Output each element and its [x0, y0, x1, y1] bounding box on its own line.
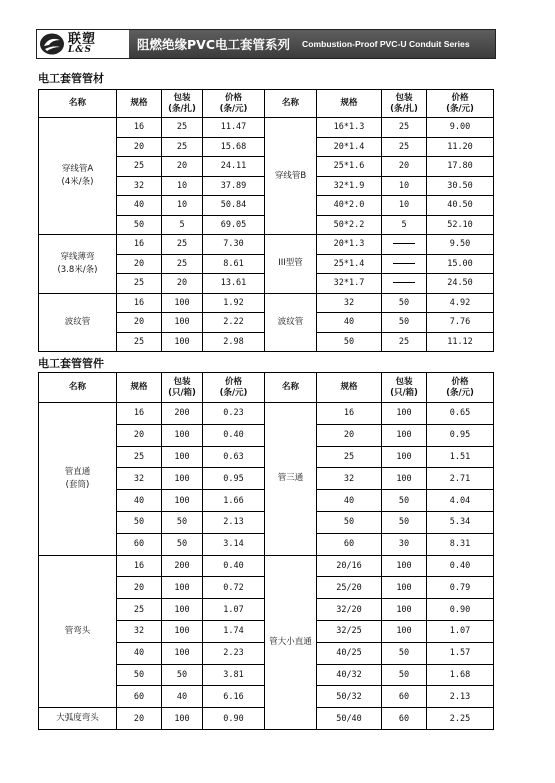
header-row	[39, 373, 494, 403]
product-name: 管三通	[277, 473, 304, 484]
column-header-label: 包装	[173, 92, 191, 103]
product-name: 穿线管A	[61, 164, 94, 174]
left-product-name	[39, 555, 117, 708]
price-cell: 24.50	[427, 274, 494, 294]
price-cell: 1.68	[427, 664, 494, 686]
pack-cell: 50	[382, 511, 427, 533]
pack-cell: 100	[162, 620, 203, 642]
pack-cell: 5	[382, 215, 427, 235]
price-cell: 6.16	[203, 686, 265, 708]
pack-cell: 50	[162, 511, 203, 533]
column-header-label: 名称	[68, 98, 86, 108]
spec-cell: 50*2.2	[317, 215, 382, 235]
pack-cell: 100	[382, 555, 427, 577]
price-cell: 0.95	[427, 424, 494, 446]
spec-cell: 25	[317, 446, 382, 468]
pack-cell: 20	[162, 157, 203, 177]
price-cell: 37.89	[203, 176, 265, 196]
price-cell: 7.76	[427, 313, 494, 333]
price-cell: 11.20	[427, 137, 494, 157]
pack-cell: 25	[162, 137, 203, 157]
price-cell: 69.05	[203, 215, 265, 235]
price-cell: 7.30	[203, 235, 265, 255]
price-cell: 1.51	[427, 446, 494, 468]
table-row	[39, 403, 494, 425]
spec-cell: 40/32	[317, 664, 382, 686]
price-cell: 0.90	[427, 599, 494, 621]
spec-cell: 16	[117, 293, 162, 313]
product-name: 管大小直通	[269, 636, 312, 647]
pack-cell: 100	[162, 577, 203, 599]
column-header-name	[265, 90, 317, 118]
pack-cell: 20	[162, 274, 203, 294]
column-header-unit: (条/元)	[219, 387, 248, 398]
price-cell: 0.40	[203, 555, 265, 577]
spec-cell: 60	[117, 686, 162, 708]
column-header-label: 价格	[451, 376, 469, 387]
pack-cell: 100	[382, 424, 427, 446]
spec-cell: 16	[117, 403, 162, 425]
spec-cell: 50	[117, 511, 162, 533]
column-header-price	[203, 373, 265, 403]
brand-name-en: L&S	[68, 45, 92, 55]
price-cell: 40.50	[427, 196, 494, 216]
right-product-name	[265, 403, 317, 556]
pack-cell: 25	[162, 118, 203, 138]
right-product-name	[265, 235, 317, 294]
fittings-table	[38, 372, 494, 730]
product-name: III型管	[278, 258, 303, 269]
price-cell: 1.92	[203, 293, 265, 313]
pack-cell: 100	[162, 708, 203, 730]
pack-cell: 100	[162, 468, 203, 490]
pack-cell: 100	[162, 332, 203, 352]
spec-cell: 20	[117, 424, 162, 446]
spec-cell: 20	[117, 708, 162, 730]
price-cell: 2.71	[427, 468, 494, 490]
pack-cell: 25	[162, 254, 203, 274]
pack-cell: 100	[382, 446, 427, 468]
column-header-label: 规格	[130, 98, 148, 108]
not-applicable-dash	[393, 243, 415, 244]
column-header-unit: (条/元)	[446, 103, 474, 114]
spec-cell: 32*1.9	[317, 176, 382, 196]
column-header-unit: (条/扎)	[168, 103, 196, 114]
brand-name-cn: 联塑	[68, 32, 97, 47]
pack-cell	[382, 235, 427, 255]
spec-cell: 20*1.3	[317, 235, 382, 255]
price-cell: 1.07	[203, 599, 265, 621]
spec-cell: 25	[117, 446, 162, 468]
pack-cell: 50	[382, 293, 427, 313]
spec-cell: 20	[117, 577, 162, 599]
column-header-spec	[317, 373, 382, 403]
spec-cell: 20	[117, 137, 162, 157]
spec-cell: 40	[117, 490, 162, 512]
column-header-unit: (只/箱)	[390, 387, 418, 398]
price-cell: 3.81	[203, 664, 265, 686]
price-cell: 11.47	[203, 118, 265, 138]
price-cell: 0.79	[427, 577, 494, 599]
pack-cell: 50	[162, 664, 203, 686]
price-cell: 52.10	[427, 215, 494, 235]
column-header-label: 规格	[340, 98, 358, 108]
column-header-pack	[162, 90, 203, 118]
pipes-table	[38, 89, 494, 352]
price-cell: 2.23	[203, 642, 265, 664]
spec-cell: 16*1.3	[317, 118, 382, 138]
table-row	[39, 235, 494, 255]
spec-cell: 32	[317, 468, 382, 490]
column-header-name	[39, 373, 117, 403]
pack-cell: 200	[162, 403, 203, 425]
price-cell: 0.40	[427, 555, 494, 577]
spec-cell: 20	[117, 254, 162, 274]
spec-cell: 20	[317, 424, 382, 446]
column-header-label: 价格	[224, 92, 242, 103]
price-cell: 5.34	[427, 511, 494, 533]
header-row	[39, 90, 494, 118]
price-cell: 9.50	[427, 235, 494, 255]
table-row	[39, 293, 494, 313]
pack-cell: 50	[382, 313, 427, 333]
pack-cell: 60	[382, 686, 427, 708]
spec-cell: 60	[317, 533, 382, 555]
price-cell: 11.12	[427, 332, 494, 352]
product-name: 波纹管	[277, 316, 304, 327]
price-cell: 1.74	[203, 620, 265, 642]
spec-cell: 50/32	[317, 686, 382, 708]
pack-cell: 100	[162, 490, 203, 512]
pack-cell: 100	[162, 424, 203, 446]
spec-cell: 50/40	[317, 708, 382, 730]
spec-cell: 16	[117, 118, 162, 138]
price-cell: 0.95	[203, 468, 265, 490]
column-header-label: 名称	[68, 382, 86, 392]
product-length: (套筒)	[65, 479, 90, 490]
price-cell: 9.00	[427, 118, 494, 138]
pack-cell: 50	[382, 490, 427, 512]
column-header-label: 包装	[173, 376, 191, 387]
spec-cell: 20/16	[317, 555, 382, 577]
price-cell: 0.63	[203, 446, 265, 468]
pack-cell: 100	[162, 599, 203, 621]
pack-cell: 100	[382, 620, 427, 642]
product-length: (3.8米/条)	[57, 264, 98, 275]
pack-cell: 200	[162, 555, 203, 577]
spec-cell: 25	[117, 157, 162, 177]
price-cell: 1.66	[203, 490, 265, 512]
table-row	[39, 555, 494, 577]
pack-cell: 25	[382, 118, 427, 138]
pack-cell: 50	[382, 664, 427, 686]
price-cell: 50.84	[203, 196, 265, 216]
pack-cell: 5	[162, 215, 203, 235]
title-band	[129, 30, 495, 58]
column-header-label: 包装	[395, 92, 413, 103]
pack-cell: 100	[382, 468, 427, 490]
price-cell: 4.04	[427, 490, 494, 512]
spec-cell: 25	[117, 599, 162, 621]
pack-cell	[382, 274, 427, 294]
price-cell: 15.00	[427, 254, 494, 274]
product-name: 穿线薄弯	[60, 251, 95, 262]
price-cell: 2.22	[203, 313, 265, 333]
price-cell: 0.90	[203, 708, 265, 730]
pack-cell	[382, 254, 427, 274]
pack-cell: 100	[382, 403, 427, 425]
left-product-name: 大弧度弯头	[39, 708, 117, 730]
spec-cell: 32	[117, 468, 162, 490]
spec-cell: 25*1.6	[317, 157, 382, 177]
price-cell: 2.98	[203, 332, 265, 352]
spec-cell: 40	[317, 490, 382, 512]
pack-cell: 25	[162, 235, 203, 255]
pack-cell: 50	[162, 533, 203, 555]
section-title-fittings: 电工套管管件	[38, 357, 104, 370]
column-header-name	[265, 373, 317, 403]
column-header-spec	[117, 373, 162, 403]
column-header-price	[427, 373, 494, 403]
price-cell: 3.14	[203, 533, 265, 555]
right-product-name	[265, 293, 317, 352]
product-length: (4米/条)	[61, 177, 94, 187]
pack-cell: 20	[382, 157, 427, 177]
pack-cell: 100	[162, 293, 203, 313]
price-cell: 13.61	[203, 274, 265, 294]
pack-cell: 100	[162, 313, 203, 333]
column-header-label: 规格	[130, 382, 148, 392]
pack-cell: 10	[162, 196, 203, 216]
column-header-price	[427, 90, 494, 118]
spec-cell: 16	[117, 555, 162, 577]
spec-cell: 60	[117, 533, 162, 555]
pack-cell: 100	[162, 446, 203, 468]
pack-cell: 60	[382, 708, 427, 730]
column-header-pack	[382, 90, 427, 118]
column-header-pack	[162, 373, 203, 403]
column-header-unit: (条/扎)	[390, 103, 418, 114]
price-cell: 4.92	[427, 293, 494, 313]
spec-cell: 32	[117, 620, 162, 642]
spec-cell: 32/20	[317, 599, 382, 621]
page-title-en: Combustion-Proof PVC-U Conduit Series	[302, 39, 470, 49]
table-row	[39, 118, 494, 138]
price-cell: 2.13	[203, 511, 265, 533]
column-header-unit: (条/元)	[446, 387, 474, 398]
spec-cell: 20	[117, 313, 162, 333]
spec-cell: 16	[317, 403, 382, 425]
spec-cell: 20*1.4	[317, 137, 382, 157]
price-cell: 8.31	[427, 533, 494, 555]
brand-emblem-icon	[39, 32, 65, 56]
spec-cell: 32/25	[317, 620, 382, 642]
price-cell: 0.72	[203, 577, 265, 599]
column-header-spec	[117, 90, 162, 118]
column-header-label: 包装	[395, 376, 413, 387]
pack-cell: 10	[382, 196, 427, 216]
price-cell: 0.65	[427, 403, 494, 425]
spec-cell: 32*1.7	[317, 274, 382, 294]
pack-cell: 100	[382, 599, 427, 621]
pack-cell: 25	[382, 137, 427, 157]
price-cell: 1.57	[427, 642, 494, 664]
price-cell: 1.07	[427, 620, 494, 642]
column-header-spec	[317, 90, 382, 118]
product-name: 管直通	[64, 466, 91, 477]
spec-cell: 32	[317, 293, 382, 313]
column-header-label: 名称	[281, 98, 299, 108]
spec-cell: 40	[117, 196, 162, 216]
product-name: 管弯头	[64, 625, 91, 636]
not-applicable-dash	[393, 263, 415, 264]
price-cell: 2.13	[427, 686, 494, 708]
spec-cell: 40/25	[317, 642, 382, 664]
column-header-label: 规格	[340, 382, 358, 392]
spec-cell: 50	[317, 332, 382, 352]
spec-cell: 25/20	[317, 577, 382, 599]
column-header-label: 价格	[224, 376, 242, 387]
price-cell: 17.80	[427, 157, 494, 177]
price-cell: 0.23	[203, 403, 265, 425]
spec-cell: 40	[317, 313, 382, 333]
pack-cell: 40	[162, 686, 203, 708]
spec-cell: 50	[117, 215, 162, 235]
left-product-name	[39, 403, 117, 556]
product-name: 穿线管B	[274, 170, 307, 181]
right-product-name	[265, 118, 317, 235]
price-cell: 15.68	[203, 137, 265, 157]
page-header	[36, 29, 496, 59]
left-product-name	[39, 293, 117, 352]
price-cell: 8.61	[203, 254, 265, 274]
spec-cell: 50	[317, 511, 382, 533]
column-header-price	[203, 90, 265, 118]
column-header-name	[39, 90, 117, 118]
pack-cell: 100	[162, 642, 203, 664]
column-header-pack	[382, 373, 427, 403]
left-product-name	[39, 118, 117, 235]
brand-logo	[37, 30, 129, 58]
pack-cell: 25	[382, 332, 427, 352]
spec-cell: 16	[117, 235, 162, 255]
product-name: 波纹管	[64, 316, 91, 327]
pack-cell: 50	[382, 642, 427, 664]
pack-cell: 30	[382, 533, 427, 555]
spec-cell: 32	[117, 176, 162, 196]
column-header-unit: (条/元)	[219, 103, 248, 114]
page-title-cn: 阻燃绝缘PVC电工套管系列	[137, 37, 291, 52]
not-applicable-dash	[393, 282, 415, 283]
spec-cell: 50	[117, 664, 162, 686]
right-product-name	[265, 555, 317, 729]
column-header-label: 名称	[281, 382, 299, 392]
price-cell: 2.25	[427, 708, 494, 730]
column-header-label: 价格	[451, 92, 469, 103]
pack-cell: 10	[162, 176, 203, 196]
price-cell: 24.11	[203, 157, 265, 177]
column-header-unit: (只/箱)	[168, 387, 196, 398]
spec-cell: 25	[117, 332, 162, 352]
spec-cell: 40	[117, 642, 162, 664]
price-cell: 0.40	[203, 424, 265, 446]
price-cell: 30.50	[427, 176, 494, 196]
section-title-pipes: 电工套管管材	[38, 72, 104, 85]
pack-cell: 10	[382, 176, 427, 196]
pack-cell: 100	[382, 577, 427, 599]
spec-cell: 40*2.0	[317, 196, 382, 216]
left-product-name	[39, 235, 117, 294]
spec-cell: 25	[117, 274, 162, 294]
spec-cell: 25*1.4	[317, 254, 382, 274]
